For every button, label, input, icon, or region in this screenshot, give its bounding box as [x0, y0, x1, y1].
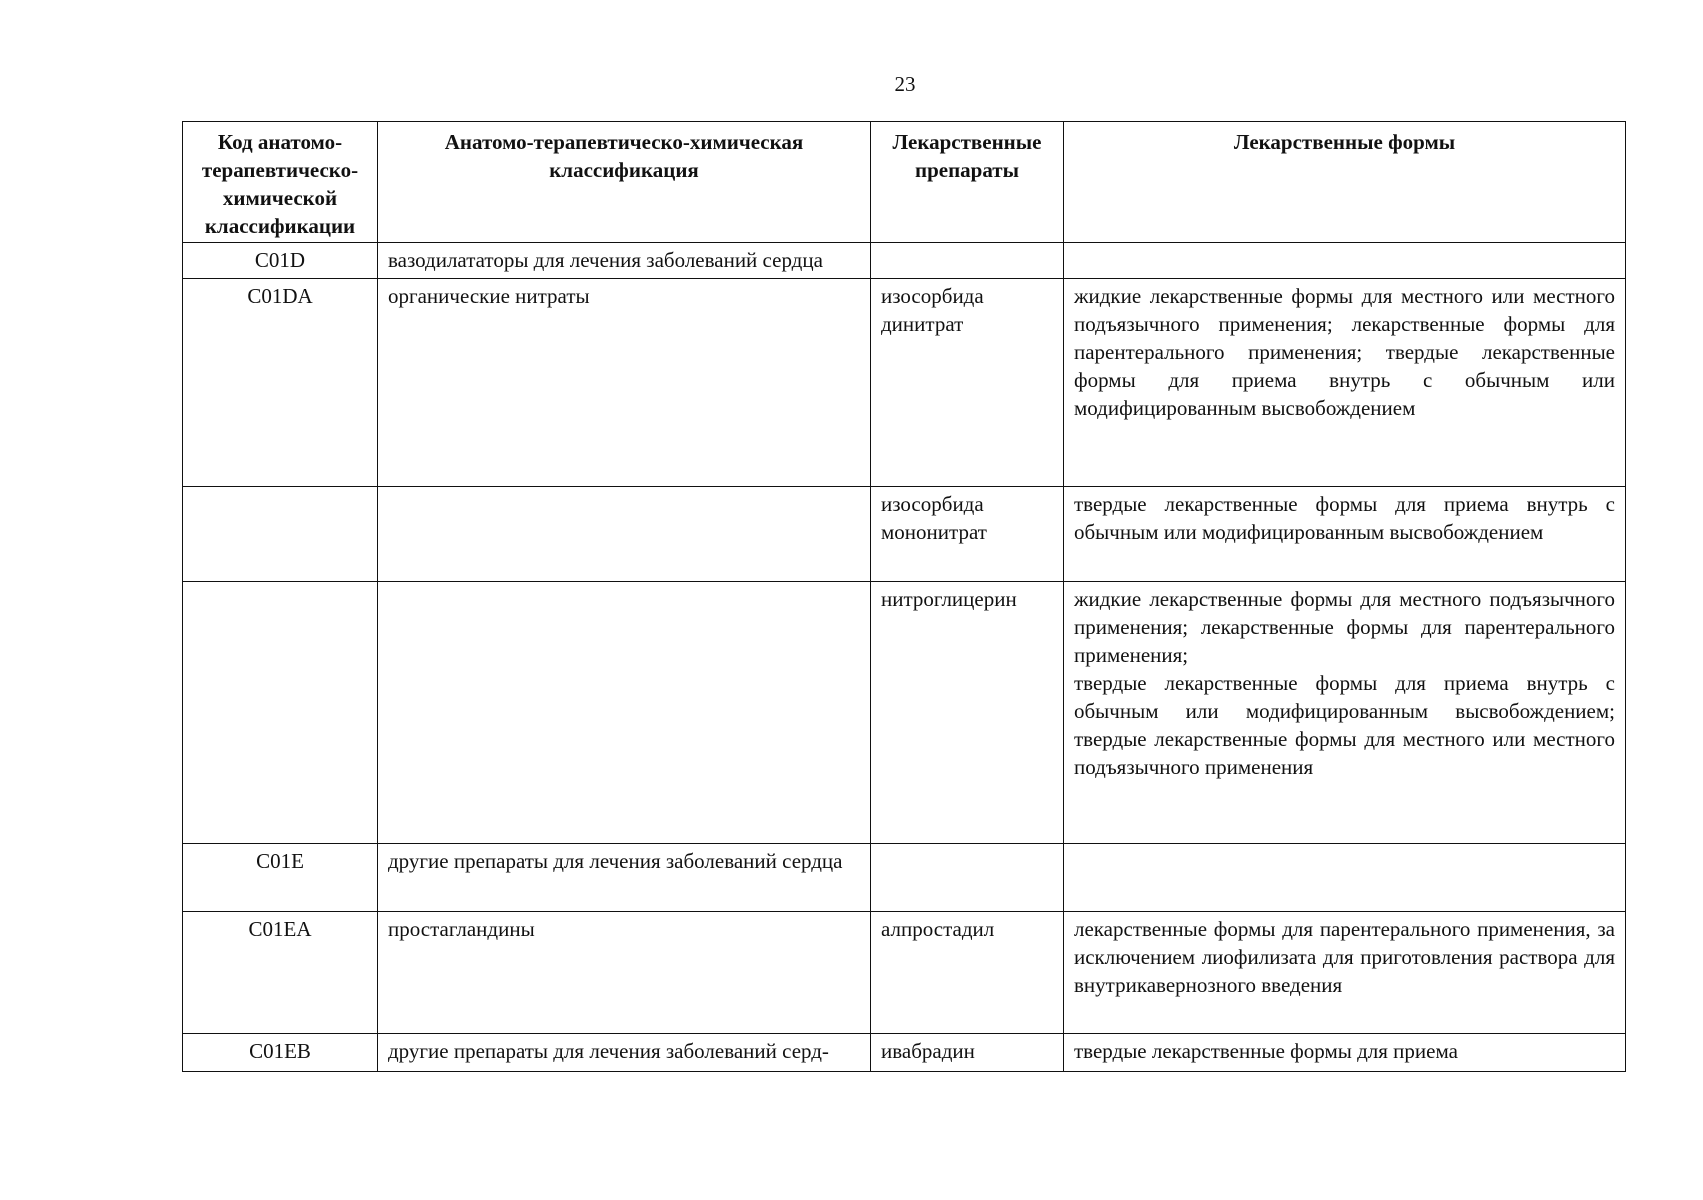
- table-row: [183, 243, 1626, 279]
- table-row: [183, 912, 1626, 1034]
- cell-code: C01D: [183, 243, 378, 279]
- cell-classification: [378, 487, 871, 582]
- cell-forms: [1064, 844, 1626, 912]
- cell-code: C01DA: [183, 279, 378, 487]
- cell-forms: жидкие лекарственные формы для местного подъязычного применения; лекарственные формы для парентерального применения; твердые лекарственные формы для приема внутрь с обычным или модифицированным высвобождением; твердые лекарственные формы для местного или местного подъязычного применения: [1064, 582, 1626, 844]
- table-header-row: [183, 122, 1626, 243]
- cell-drug: [871, 844, 1064, 912]
- cell-drug: изосорбида мононитрат: [871, 487, 1064, 582]
- cell-code: C01EB: [183, 1034, 378, 1072]
- cell-classification: другие препараты для лечения заболеваний сердца: [378, 844, 871, 912]
- table-row: [183, 582, 1626, 844]
- header-forms: Лекарственные формы: [1064, 122, 1626, 243]
- cell-drug: ивабрадин: [871, 1034, 1064, 1072]
- cell-code: C01EA: [183, 912, 378, 1034]
- header-drugs: Лекарственные препараты: [871, 122, 1064, 243]
- cell-forms: лекарственные формы для парентерального применения, за исключением лиофилизата для приготовления раствора для внутрикавернозного введения: [1064, 912, 1626, 1034]
- cell-classification: органические нитраты: [378, 279, 871, 487]
- cell-drug: нитроглицерин: [871, 582, 1064, 844]
- cell-forms: [1064, 243, 1626, 279]
- table-row: [183, 279, 1626, 487]
- cell-code: C01E: [183, 844, 378, 912]
- cell-classification: простагландины: [378, 912, 871, 1034]
- cell-drug: изосорбида динитрат: [871, 279, 1064, 487]
- cell-code: [183, 582, 378, 844]
- cell-forms: жидкие лекарственные формы для местного или местного подъязычного применения; лекарственные формы для парентерального применения; твердые лекарственные формы для приема внутрь с обычным или модифицированным высвобождением: [1064, 279, 1626, 487]
- cell-classification: вазодилататоры для лечения заболеваний сердца: [378, 243, 871, 279]
- cell-forms: твердые лекарственные формы для приема: [1064, 1034, 1626, 1072]
- cell-drug: алпростадил: [871, 912, 1064, 1034]
- table-row: [183, 1034, 1626, 1072]
- header-code: Код анатомо-терапевтическо-химической классификации: [183, 122, 378, 243]
- cell-classification: [378, 582, 871, 844]
- table-row: [183, 487, 1626, 582]
- cell-classification: другие препараты для лечения заболеваний серд-: [378, 1034, 871, 1072]
- atc-classification-table: [182, 121, 1626, 1072]
- cell-code: [183, 487, 378, 582]
- cell-drug: [871, 243, 1064, 279]
- table-row: [183, 844, 1626, 912]
- page-number: 23: [894, 72, 916, 96]
- header-classification: Анатомо-терапевтическо-химическая классификация: [378, 122, 871, 243]
- cell-forms: твердые лекарственные формы для приема внутрь с обычным или модифицированным высвобождением: [1064, 487, 1626, 582]
